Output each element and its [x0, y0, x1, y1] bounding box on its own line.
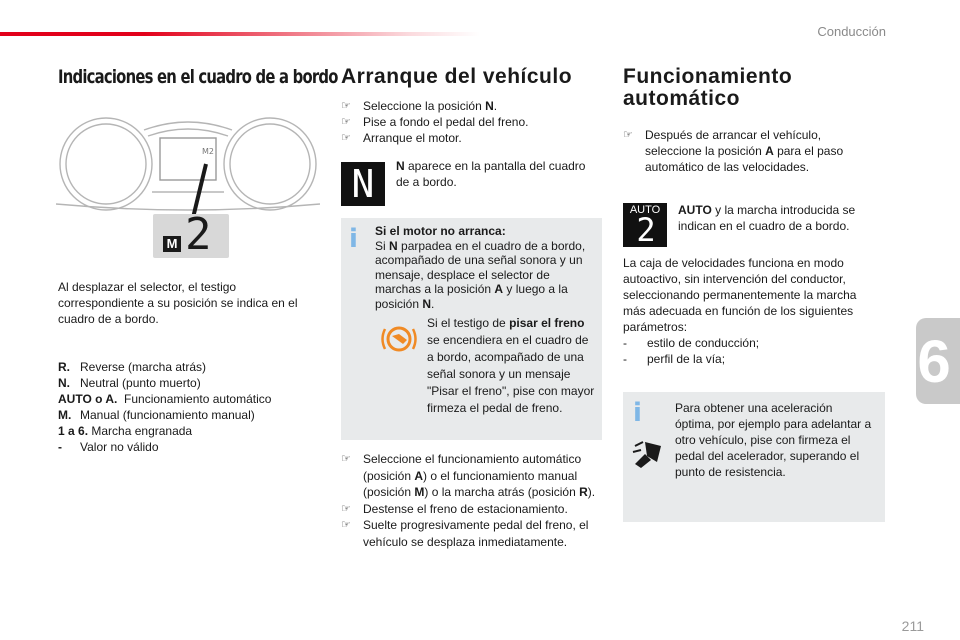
- display-gear-digit: 2: [185, 209, 212, 260]
- start-step-2: ☞ Pise a fondo el pedal del freno.: [341, 114, 597, 130]
- dashboard-paragraph: Al desplazar el selector, el testigo correspondiente a su posición se indica en el cuadro de a bordo.: [58, 280, 298, 326]
- acceleration-text: Para obtener una aceleración óptima, por ejemplo para adelantar a otro vehículo, pise con firmeza el pedal del acelerador, superando el punto de resistencia.: [675, 401, 872, 479]
- start-step-3: ☞ Arranque el motor.: [341, 130, 597, 146]
- gear-display-zoom: [153, 209, 229, 260]
- chapter-number: 6: [917, 327, 951, 395]
- section-title-auto: Funcionamiento automático: [623, 65, 793, 110]
- auto-display-text: AUTO y la marcha introducida se indican en el cuadro de a bordo.: [678, 203, 856, 233]
- start-step-5: ☞ Destense el freno de estacionamiento.: [341, 501, 603, 518]
- info-icon: i: [633, 398, 642, 428]
- auto-display-icon: AUTO 2: [623, 203, 667, 247]
- start-steps-2: [341, 451, 603, 550]
- svg-text:M2: M2: [202, 147, 214, 156]
- legend-row-m: M. Manual (funcionamiento manual): [58, 408, 255, 422]
- start-steps: [341, 98, 597, 146]
- start-step-1: ☞ Seleccione la posición N.: [341, 98, 597, 114]
- info-box-acceleration: [623, 392, 885, 522]
- legend-row-r: R. Reverse (marcha atrás): [58, 360, 207, 374]
- legend-row-n: N. Neutral (punto muerto): [58, 376, 201, 390]
- instrument-cluster-illustration: [56, 112, 320, 216]
- legend-row-gears: 1 a 6. Marcha engranada: [58, 424, 193, 438]
- info-icon: i: [349, 224, 358, 254]
- display-mode-letter: M: [163, 236, 181, 252]
- brake-warning-text: Si el testigo de pisar el freno se encendiera en el cuadro de a bordo, acompañado de una señal sonora y un mensaje "Pisar el freno", pise con mayor firmeza el pedal de freno.: [427, 316, 595, 415]
- auto-paragraph: La caja de velocidades funciona en modo autoactivo, sin intervención del conductor, seleccionando permanentemente la marcha más adecuada en función de los siguientes parámetros: - estilo de conducción; - perfil de la vía;: [623, 255, 873, 367]
- start-step-6: ☞ Suelte progresivamente pedal del freno, el vehículo se desplaza inmediatamente.: [341, 517, 603, 550]
- accelerator-pedal-icon: [631, 436, 667, 470]
- param-2: - perfil de la vía;: [623, 352, 726, 366]
- page-number: 211: [901, 618, 924, 634]
- header-accent-bar: [0, 32, 480, 36]
- param-1: - estilo de conducción;: [623, 336, 760, 350]
- no-start-text: Si el motor no arranca: Si N parpadea en el cuadro de a bordo, acompañado de una señal sonora y un mensaje, desplace el selector de marchas a la posición A y luego a la posición N.: [375, 224, 586, 311]
- legend-row-auto: AUTO o A. Funcionamiento automático: [58, 392, 272, 406]
- info-box-no-start: [341, 218, 602, 440]
- section-title-dashboard: Indicaciones en el cuadro de a bordo: [58, 66, 338, 88]
- chapter-title: Conducción: [817, 24, 886, 39]
- n-display-text: N aparece en la pantalla del cuadro de a bordo.: [396, 159, 586, 189]
- section-title-start: Arranque del vehículo: [341, 65, 573, 88]
- gear-legend: [58, 359, 318, 455]
- n-display-icon: N: [341, 162, 385, 206]
- start-step-4: ☞ Seleccione el funcionamiento automático (posición A) o el funcionamiento manual (posición M) o la marcha atrás (posición R).: [341, 451, 603, 501]
- legend-row-invalid: - Valor no válido: [58, 440, 159, 454]
- brake-warning-icon: [379, 322, 419, 356]
- auto-step: ☞ Después de arrancar el vehículo, seleccione la posición A para el paso automático de las velocidades.: [623, 127, 863, 175]
